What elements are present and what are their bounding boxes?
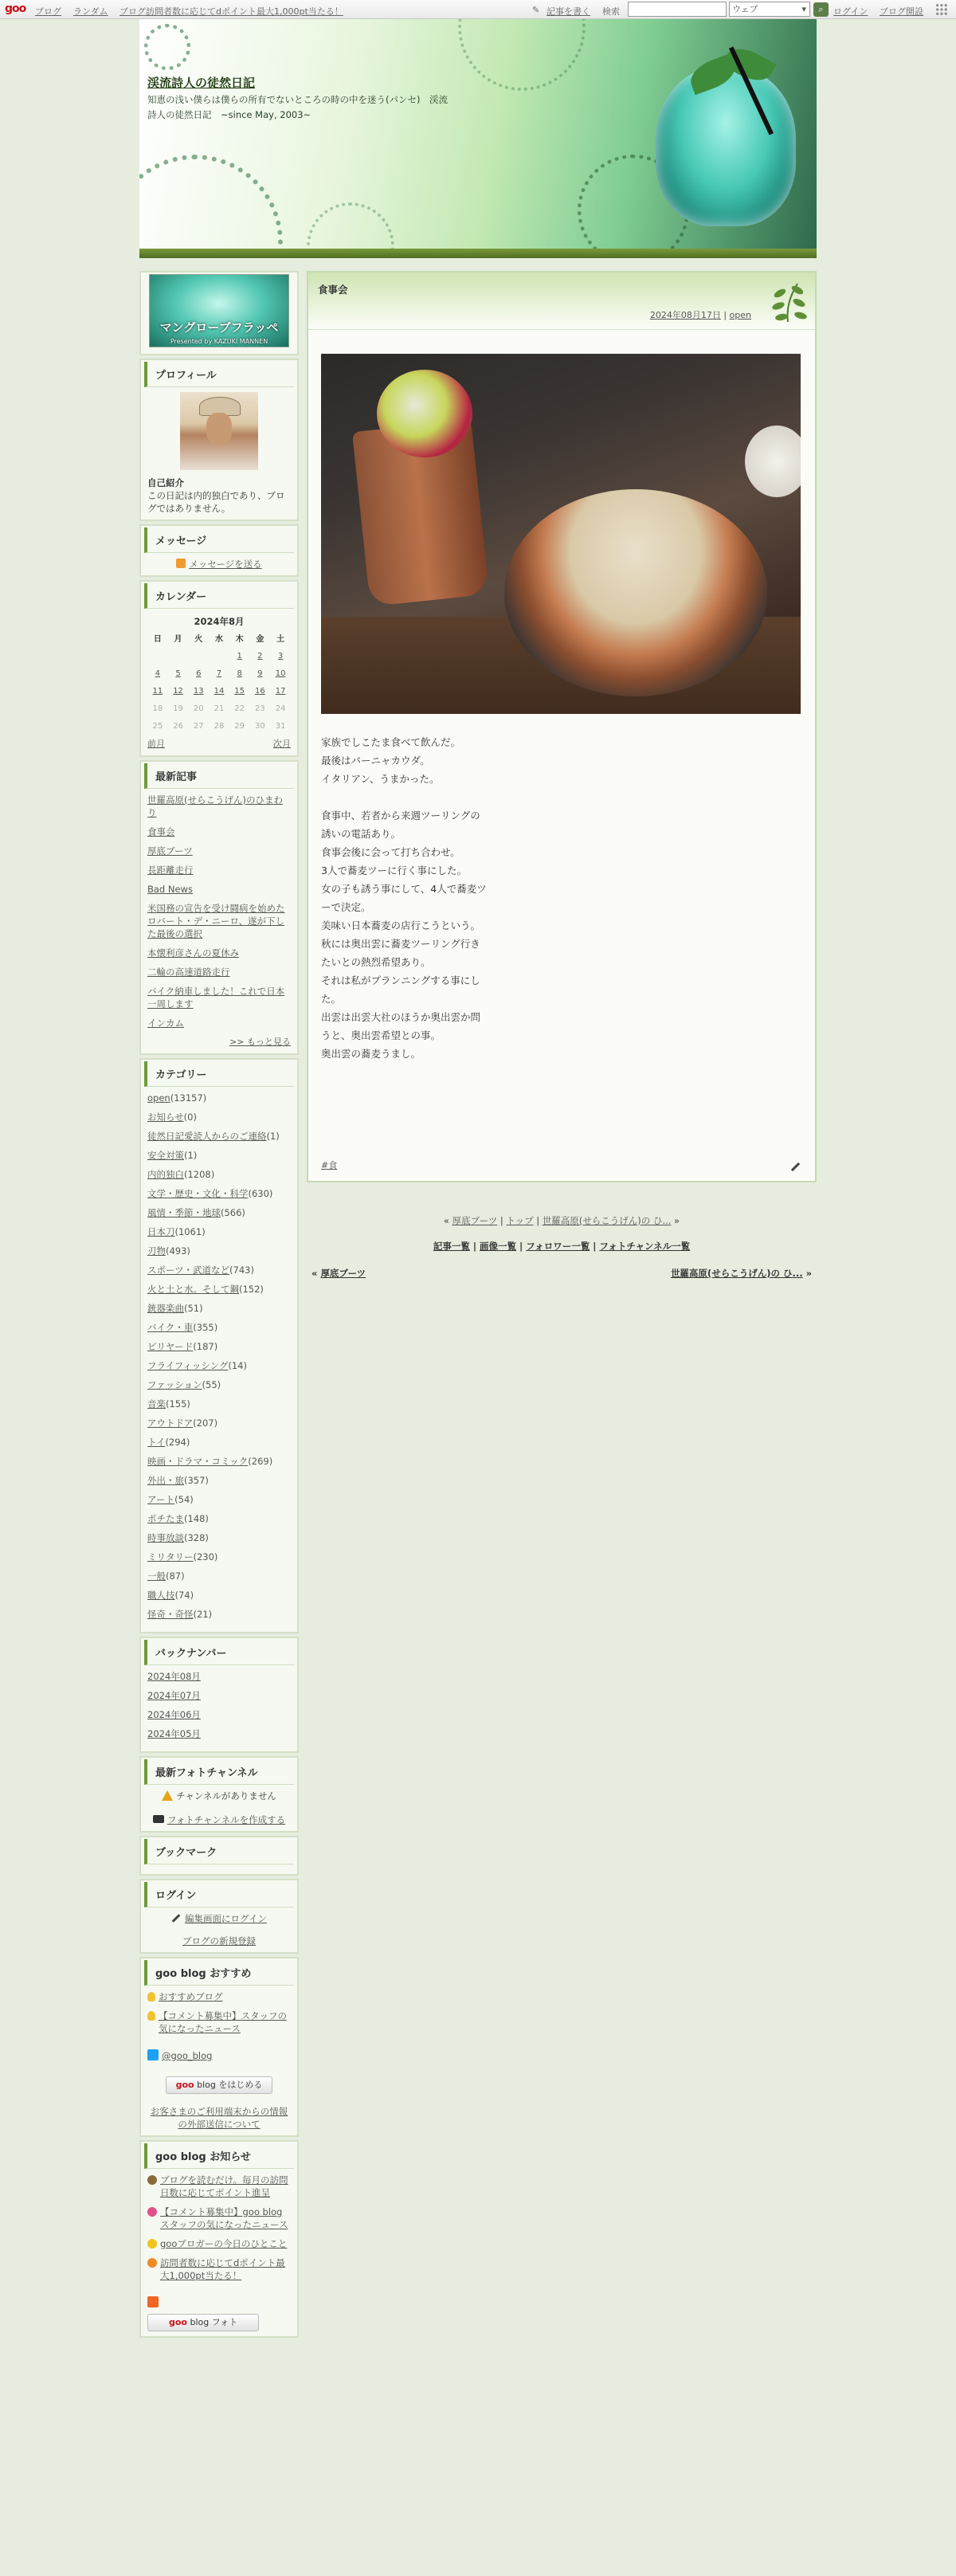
prev-entry-link[interactable]: 厚底ブーツ <box>452 1215 498 1226</box>
banner-title: マングローブフラッペ <box>159 320 279 335</box>
category-count: (1208) <box>184 1169 215 1180</box>
search-input[interactable] <box>628 2 727 17</box>
recommend-heading: goo blog おすすめ <box>144 1960 294 1986</box>
calendar-empty-cell <box>188 649 209 666</box>
list-item <box>147 1398 291 1410</box>
backnumber-list <box>147 1670 291 1740</box>
list-item <box>147 1225 291 1238</box>
list-item <box>147 1670 291 1683</box>
music-note-icon <box>147 2207 157 2217</box>
calendar-day: 18 <box>152 704 163 713</box>
backnumber-link[interactable]: 2024年05月 <box>147 1728 201 1739</box>
recent-post-link[interactable]: Bad News <box>147 884 193 895</box>
calendar-day[interactable]: 12 <box>173 687 183 696</box>
category-link[interactable]: open <box>147 1092 170 1104</box>
list-item <box>147 1359 291 1372</box>
backnumber-link[interactable]: 2024年06月 <box>147 1709 201 1720</box>
backnumber-link[interactable]: 2024年08月 <box>147 1671 201 1682</box>
calendar-empty-cell <box>168 649 189 666</box>
category-count: (152) <box>239 1284 264 1295</box>
calendar-weekday: 月 <box>174 635 182 644</box>
more-link[interactable]: >> もっと見る <box>229 1037 291 1047</box>
category-link[interactable]: 徒然日記愛読人からのご連絡 <box>147 1131 267 1142</box>
calendar-weekday: 土 <box>276 635 285 644</box>
calendar-day[interactable]: 5 <box>175 669 181 678</box>
goo-logo[interactable]: goo <box>5 2 26 15</box>
category-count: (51) <box>184 1303 203 1314</box>
list-item <box>147 1551 291 1563</box>
categories-box <box>139 1058 299 1633</box>
category-link[interactable]: 内的独白 <box>147 1169 184 1180</box>
entry-meta <box>650 308 751 321</box>
recommend-link[interactable]: おすすめブログ <box>159 1991 223 2002</box>
start-blog-button[interactable] <box>166 2076 273 2094</box>
category-count: (566) <box>221 1207 245 1218</box>
list-links: 記事一覧 | 画像一覧 | フォロワー一覧 | フォトチャンネル一覧 <box>433 1241 691 1252</box>
create-photo-channel-link[interactable]: フォトチャンネルを作成する <box>167 1814 286 1825</box>
recommend-box <box>139 1957 299 2137</box>
calendar-day: 22 <box>234 704 245 713</box>
entry-photo[interactable] <box>321 354 801 714</box>
external-transmission-link[interactable]: お客さまのご利用端末からの情報の外部送信について <box>150 2106 288 2130</box>
category-count: (155) <box>166 1398 190 1410</box>
search-label: 検索 <box>602 6 620 17</box>
calendar-next-link[interactable]: 次月 <box>273 739 291 749</box>
news-link[interactable]: 訪問者数に応じてdポイント最大1,000pt当たる！ <box>160 2257 285 2281</box>
calendar-day[interactable]: 8 <box>237 669 242 678</box>
calendar-day[interactable]: 9 <box>257 669 263 678</box>
list-item <box>147 985 291 1010</box>
write-article-link[interactable]: 記事を書く <box>547 6 590 17</box>
calendar-day: 30 <box>255 722 265 731</box>
list-item <box>147 1206 291 1219</box>
category-link[interactable]: お知らせ <box>147 1112 184 1123</box>
bagna-cauda-bowl <box>504 489 767 696</box>
category-count: (87) <box>166 1570 185 1582</box>
entry-category-link[interactable]: open <box>729 310 751 320</box>
start-blog-button-label: blog をはじめる <box>197 2080 263 2090</box>
category-count: (269) <box>248 1456 273 1467</box>
ornament <box>139 155 283 249</box>
camera-icon <box>153 1815 164 1823</box>
calendar-day[interactable]: 11 <box>152 687 163 696</box>
list-item <box>147 1512 291 1525</box>
list-item <box>147 864 291 876</box>
category-link[interactable]: アート <box>147 1494 175 1505</box>
recent-posts-list <box>147 794 291 1029</box>
photo-channel-list-link[interactable]: フォトチャンネル一覧 <box>599 1241 691 1252</box>
category-link[interactable]: ポチたま <box>147 1513 184 1524</box>
news-box <box>139 2140 299 2338</box>
calendar-day[interactable]: 16 <box>255 687 265 696</box>
calendar-weekday: 水 <box>214 635 223 644</box>
list-item <box>147 947 291 959</box>
calendar-day[interactable]: 17 <box>275 687 286 696</box>
envelope-icon <box>176 559 186 568</box>
ornament <box>458 19 586 91</box>
category-link[interactable]: 火と土と水。そして鋼 <box>147 1284 239 1295</box>
pen-icon <box>172 1914 181 1923</box>
list-item <box>147 1474 291 1487</box>
category-count: (21) <box>193 1609 213 1620</box>
list-item <box>147 1531 291 1544</box>
category-count: (743) <box>229 1264 254 1276</box>
calendar-empty-cell <box>209 649 229 666</box>
calendar-day: 26 <box>173 722 183 731</box>
category-count: (357) <box>184 1475 209 1486</box>
star-icon <box>147 2258 157 2268</box>
category-count: (0) <box>183 1112 197 1123</box>
category-link[interactable]: ミリタリー <box>147 1551 194 1562</box>
search-button[interactable] <box>813 2 829 17</box>
category-count: (187) <box>193 1341 218 1352</box>
calendar-weekday: 日 <box>153 635 162 644</box>
news-heading: goo blog お知らせ <box>144 2143 294 2169</box>
top-bar <box>0 0 956 19</box>
category-count: (630) <box>248 1188 273 1199</box>
recent-post-link[interactable]: インカム <box>147 1017 184 1029</box>
bookmark-heading: ブックマーク <box>144 1839 294 1864</box>
recent-post-link[interactable]: 食事会 <box>147 826 175 837</box>
recommend-link[interactable]: 【コメント募集中】スタッフの気になったニュース <box>159 2010 287 2034</box>
top-link[interactable]: トップ <box>506 1215 534 1226</box>
list-item <box>147 1187 291 1200</box>
search-icon: ⌕ <box>818 4 824 14</box>
pen-icon: ✎ <box>532 5 540 15</box>
category-count: (13157) <box>170 1092 207 1104</box>
login-link[interactable]: ログイン <box>833 6 868 17</box>
next-entry-bottom-link[interactable]: 世羅高原(せらこうげん)の ひ... <box>670 1268 803 1279</box>
list-item <box>147 1570 291 1582</box>
ornament <box>307 202 394 249</box>
calendar-day[interactable]: 14 <box>214 687 225 696</box>
category-link[interactable]: 日本刀 <box>147 1226 175 1237</box>
calendar-day[interactable]: 3 <box>277 652 284 661</box>
list-item <box>147 1417 291 1429</box>
register-blog-link[interactable]: ブログの新規登録 <box>182 1935 256 1947</box>
frappe-glass-image <box>656 67 796 226</box>
article-list-link[interactable]: 記事一覧 <box>433 1241 470 1252</box>
category-link[interactable]: 風情・季節・地球 <box>147 1207 221 1218</box>
list-item <box>147 902 291 940</box>
news-link[interactable]: ブログを読むだけ。毎月の訪問日数に応じてポイント進呈 <box>160 2174 288 2198</box>
calendar-day: 27 <box>193 722 204 731</box>
calendar-day[interactable]: 4 <box>155 669 161 678</box>
blog-description: 知恵の浅い僕らは僕らの所有でないところの時の中を迷う(パンセ) 渓流詩人の徒然日記 ~since May, 2003~ <box>147 94 448 120</box>
intro-text: この日記は内的独白であり、ブログではありません。 <box>147 490 285 514</box>
recent-post-link[interactable]: 二輪の高速道路走行 <box>147 966 230 978</box>
meta-separator: | <box>723 310 727 320</box>
category-link[interactable]: 安全対策 <box>147 1150 184 1161</box>
bottom-navigation: « 厚底ブーツ 世羅高原(せらこうげん)の ひ... » <box>311 1268 812 1279</box>
list-item <box>147 794 291 819</box>
list-item <box>147 1689 291 1702</box>
recent-post-link[interactable]: 本懐利彦さんの夏休み <box>147 947 239 959</box>
lightbulb-icon <box>147 1992 155 2002</box>
categories-heading: カテゴリー <box>144 1061 294 1087</box>
category-link[interactable]: フライフィッシング <box>147 1360 229 1371</box>
entry-body <box>308 714 500 1063</box>
list-item <box>147 966 291 978</box>
glass <box>745 425 801 497</box>
gift-icon <box>147 2175 157 2185</box>
next-entry-link[interactable]: 世羅高原(せらこうげん)の ひ... <box>542 1215 672 1226</box>
calendar-day: 31 <box>275 722 286 731</box>
category-count: (355) <box>193 1322 218 1333</box>
profile-heading: プロフィール <box>144 362 294 387</box>
blog-banner-box <box>139 271 299 355</box>
profile-box <box>139 359 299 521</box>
category-count: (1) <box>266 1131 280 1142</box>
category-link[interactable]: 文学・歴史・文化・科学 <box>147 1188 249 1199</box>
lightbulb-icon <box>147 2011 155 2021</box>
recent-post-link[interactable]: 世羅高原(せらこうげん)のひまわり <box>147 794 283 818</box>
list-item <box>147 1149 291 1162</box>
category-link[interactable]: 刃物 <box>147 1245 166 1257</box>
bookmark-box <box>139 1836 299 1876</box>
grid-menu-icon[interactable] <box>935 3 948 16</box>
list-item <box>147 1264 291 1276</box>
sparkle-icon <box>147 2239 157 2249</box>
header-stripe <box>139 249 817 258</box>
calendar-weekday: 火 <box>194 635 203 644</box>
list-item <box>147 845 291 857</box>
list-item <box>147 1092 291 1104</box>
list-item <box>147 1493 291 1506</box>
main-content <box>307 271 817 1280</box>
backnumber-link[interactable]: 2024年07月 <box>147 1690 201 1701</box>
photo-channel-heading: 最新フォトチャンネル <box>144 1759 294 1785</box>
category-link[interactable]: 時事放談 <box>147 1532 184 1543</box>
calendar-weekday: 木 <box>235 635 244 644</box>
entry-title: 食事会 <box>318 284 348 296</box>
category-count: (1) <box>184 1150 198 1161</box>
no-channel-text: チャンネルがありません <box>176 1790 276 1802</box>
recent-post-link[interactable]: バイク納車しました！これで日本一周します <box>147 986 285 1010</box>
recent-post-link[interactable]: 米国務の宣告を受け闘病を始めたロバート・デ・ニーロ、遂が下した最後の選択 <box>147 903 285 939</box>
blog-header <box>139 19 817 249</box>
blog-entry <box>307 271 817 1182</box>
message-heading: メッセージ <box>144 527 294 553</box>
ornament <box>144 24 190 70</box>
category-link[interactable]: 音楽 <box>147 1398 166 1410</box>
photo-channel-box <box>139 1756 299 1833</box>
calendar-heading: カレンダー <box>144 583 294 609</box>
calendar-weekday: 金 <box>256 635 264 644</box>
backnumber-heading: バックナンバー <box>144 1640 294 1665</box>
prev-entry-bottom-link[interactable]: 厚底ブーツ <box>320 1268 366 1279</box>
category-count: (328) <box>184 1532 209 1543</box>
goo-brand: goo <box>175 2080 194 2090</box>
categories-list <box>147 1092 291 1621</box>
search-scope-select[interactable]: ウェブ ▾ <box>729 2 810 17</box>
calendar-day[interactable]: 7 <box>216 669 222 678</box>
calendar-day: 25 <box>152 722 163 731</box>
twitter-link[interactable]: @goo_blog <box>162 2050 213 2061</box>
calendar <box>147 614 291 736</box>
category-link[interactable]: 一般 <box>147 1570 166 1582</box>
calendar-day[interactable]: 10 <box>275 669 286 678</box>
recent-posts-heading: 最新記事 <box>144 763 294 789</box>
category-link[interactable]: アウトドア <box>147 1417 194 1429</box>
calendar-day: 23 <box>255 704 265 713</box>
blog-title[interactable]: 渓流詩人の徒然日記 <box>147 76 256 90</box>
category-count: (294) <box>165 1437 190 1448</box>
category-count: (230) <box>193 1551 218 1562</box>
list-item <box>147 1130 291 1143</box>
news-link[interactable]: 【コメント募集中】goo blogスタッフの気になったニュース <box>160 2206 288 2230</box>
edit-login-link[interactable]: 編集画面にログイン <box>185 1913 267 1924</box>
category-count: (54) <box>174 1494 194 1505</box>
category-link[interactable]: ファッション <box>147 1379 202 1390</box>
start-blog-link[interactable]: ブログ開設 <box>880 6 923 17</box>
category-link[interactable]: 銃器楽曲 <box>147 1303 184 1314</box>
category-link[interactable]: 怪奇・奇怪 <box>147 1609 194 1620</box>
calendar-day: 20 <box>193 704 204 713</box>
backnumber-box <box>139 1637 299 1753</box>
login-box <box>139 1879 299 1954</box>
list-item <box>147 1340 291 1353</box>
category-link[interactable]: スポーツ・武道など <box>147 1264 230 1276</box>
category-count: (148) <box>184 1513 209 1524</box>
calendar-prev-link[interactable]: 前月 <box>147 739 165 749</box>
list-item <box>147 1608 291 1621</box>
intro-label: 自己紹介 <box>147 477 184 488</box>
send-message-link[interactable]: メッセージを送る <box>189 559 262 570</box>
tag-link[interactable]: #食 <box>321 1160 338 1170</box>
list-item <box>147 825 291 838</box>
calendar-day: 21 <box>214 704 225 713</box>
entry-date-link[interactable]: 2024年08月17日 <box>649 310 721 320</box>
sidebar <box>139 271 299 2341</box>
vegetables <box>377 370 472 457</box>
list-item <box>147 1378 291 1391</box>
goo-brand: goo <box>169 2317 187 2327</box>
category-link[interactable]: 映画・ドラマ・コミック <box>147 1456 249 1467</box>
list-item <box>147 883 291 896</box>
list-item <box>147 1245 291 1257</box>
calendar-day: 28 <box>214 722 225 731</box>
image-list-link[interactable]: 画像一覧 <box>480 1241 517 1252</box>
list-item <box>147 1111 291 1123</box>
calendar-day[interactable]: 2 <box>257 652 263 661</box>
list-item <box>147 1321 291 1334</box>
calendar-day: 29 <box>234 722 245 731</box>
entry-navigation: « 厚底ブーツ | トップ | 世羅高原(せらこうげん)の ひ... » <box>443 1215 680 1226</box>
calendar-day[interactable]: 13 <box>193 687 204 696</box>
list-item <box>147 1283 291 1296</box>
calendar-day[interactable]: 1 <box>237 652 242 661</box>
avatar <box>180 392 258 470</box>
recent-posts-box <box>139 760 299 1055</box>
category-count: (1061) <box>174 1226 206 1237</box>
warning-icon <box>162 1790 173 1801</box>
calendar-empty-cell <box>147 649 168 666</box>
category-link[interactable]: ビリヤード <box>147 1341 194 1352</box>
list-item <box>147 1436 291 1449</box>
category-count: (207) <box>193 1417 218 1429</box>
category-link[interactable]: 外出・旅 <box>147 1475 184 1486</box>
calendar-month: 2024年8月 <box>194 616 245 627</box>
message-box <box>139 524 299 577</box>
topbar-link-blog[interactable]: ブログ <box>35 6 61 17</box>
list-item <box>147 1302 291 1315</box>
news-link[interactable]: gooブロガーの今日のひとこと <box>160 2238 288 2249</box>
list-item <box>147 1727 291 1740</box>
goo-blog-photo-button[interactable] <box>147 2314 259 2331</box>
category-count: (55) <box>202 1379 221 1390</box>
category-link[interactable]: トイ <box>147 1437 166 1448</box>
entry-text: 家族でしこたま食べて飲んだ。 最後はバーニャカウダ。 イタリアン、うまかった。 食事中、若者から来週ツーリングの 誘いの電話あり。 食事会後に会って打ち合わせ。 3人で蕎麦ツーに行く事にした。 女の子も誘う事にして、4人で蕎麦ツーで決定。 美味い日本蕎麦の店行こうという。 秋には奥出雲に蕎麦ツーリング行きたいとの熱烈希望あり。 それは私がプランニングする事にした。 出雲は出雲大社のほうか奥出雲か問うと、奥出雲希望との事。 奥出雲の蕎麦うまし。 <box>321 736 487 1060</box>
list-item <box>147 1708 291 1721</box>
chevron-down-icon: ▾ <box>801 4 806 14</box>
follower-list-link[interactable]: フォロワー一覧 <box>526 1241 590 1252</box>
blog-banner[interactable] <box>149 274 289 347</box>
list-item <box>147 1455 291 1468</box>
entry-tag <box>321 1159 815 1171</box>
calendar-day: 19 <box>173 704 183 713</box>
list-item <box>147 1017 291 1029</box>
topbar-link-random[interactable]: ランダム <box>73 6 108 17</box>
list-item <box>147 1589 291 1602</box>
calendar-day: 24 <box>275 704 286 713</box>
photo-button-label: blog フォト <box>190 2317 238 2327</box>
recent-post-link[interactable]: 厚底ブーツ <box>147 845 193 857</box>
category-count: (493) <box>166 1245 190 1257</box>
leaf-ornament-icon <box>766 277 810 325</box>
banner-subtitle: Presented by KAZUKI MANNEN <box>170 338 268 345</box>
category-count: (74) <box>174 1590 194 1601</box>
list-item <box>147 1168 291 1181</box>
calendar-day[interactable]: 15 <box>234 687 245 696</box>
calendar-box <box>139 580 299 757</box>
login-heading: ログイン <box>144 1882 294 1907</box>
entry-header <box>308 272 815 330</box>
calendar-day[interactable]: 6 <box>196 669 202 678</box>
twitter-icon <box>147 2049 159 2060</box>
topbar-link-campaign[interactable]: ブログ訪問者数に応じてdポイント最大1,000pt当たる！ <box>120 6 343 17</box>
category-link[interactable]: バイク・車 <box>147 1322 194 1333</box>
category-link[interactable]: 職人技 <box>147 1590 175 1601</box>
rss-icon[interactable] <box>147 2296 159 2307</box>
recent-post-link[interactable]: 長距離走行 <box>147 865 194 876</box>
category-count: (14) <box>228 1360 247 1371</box>
